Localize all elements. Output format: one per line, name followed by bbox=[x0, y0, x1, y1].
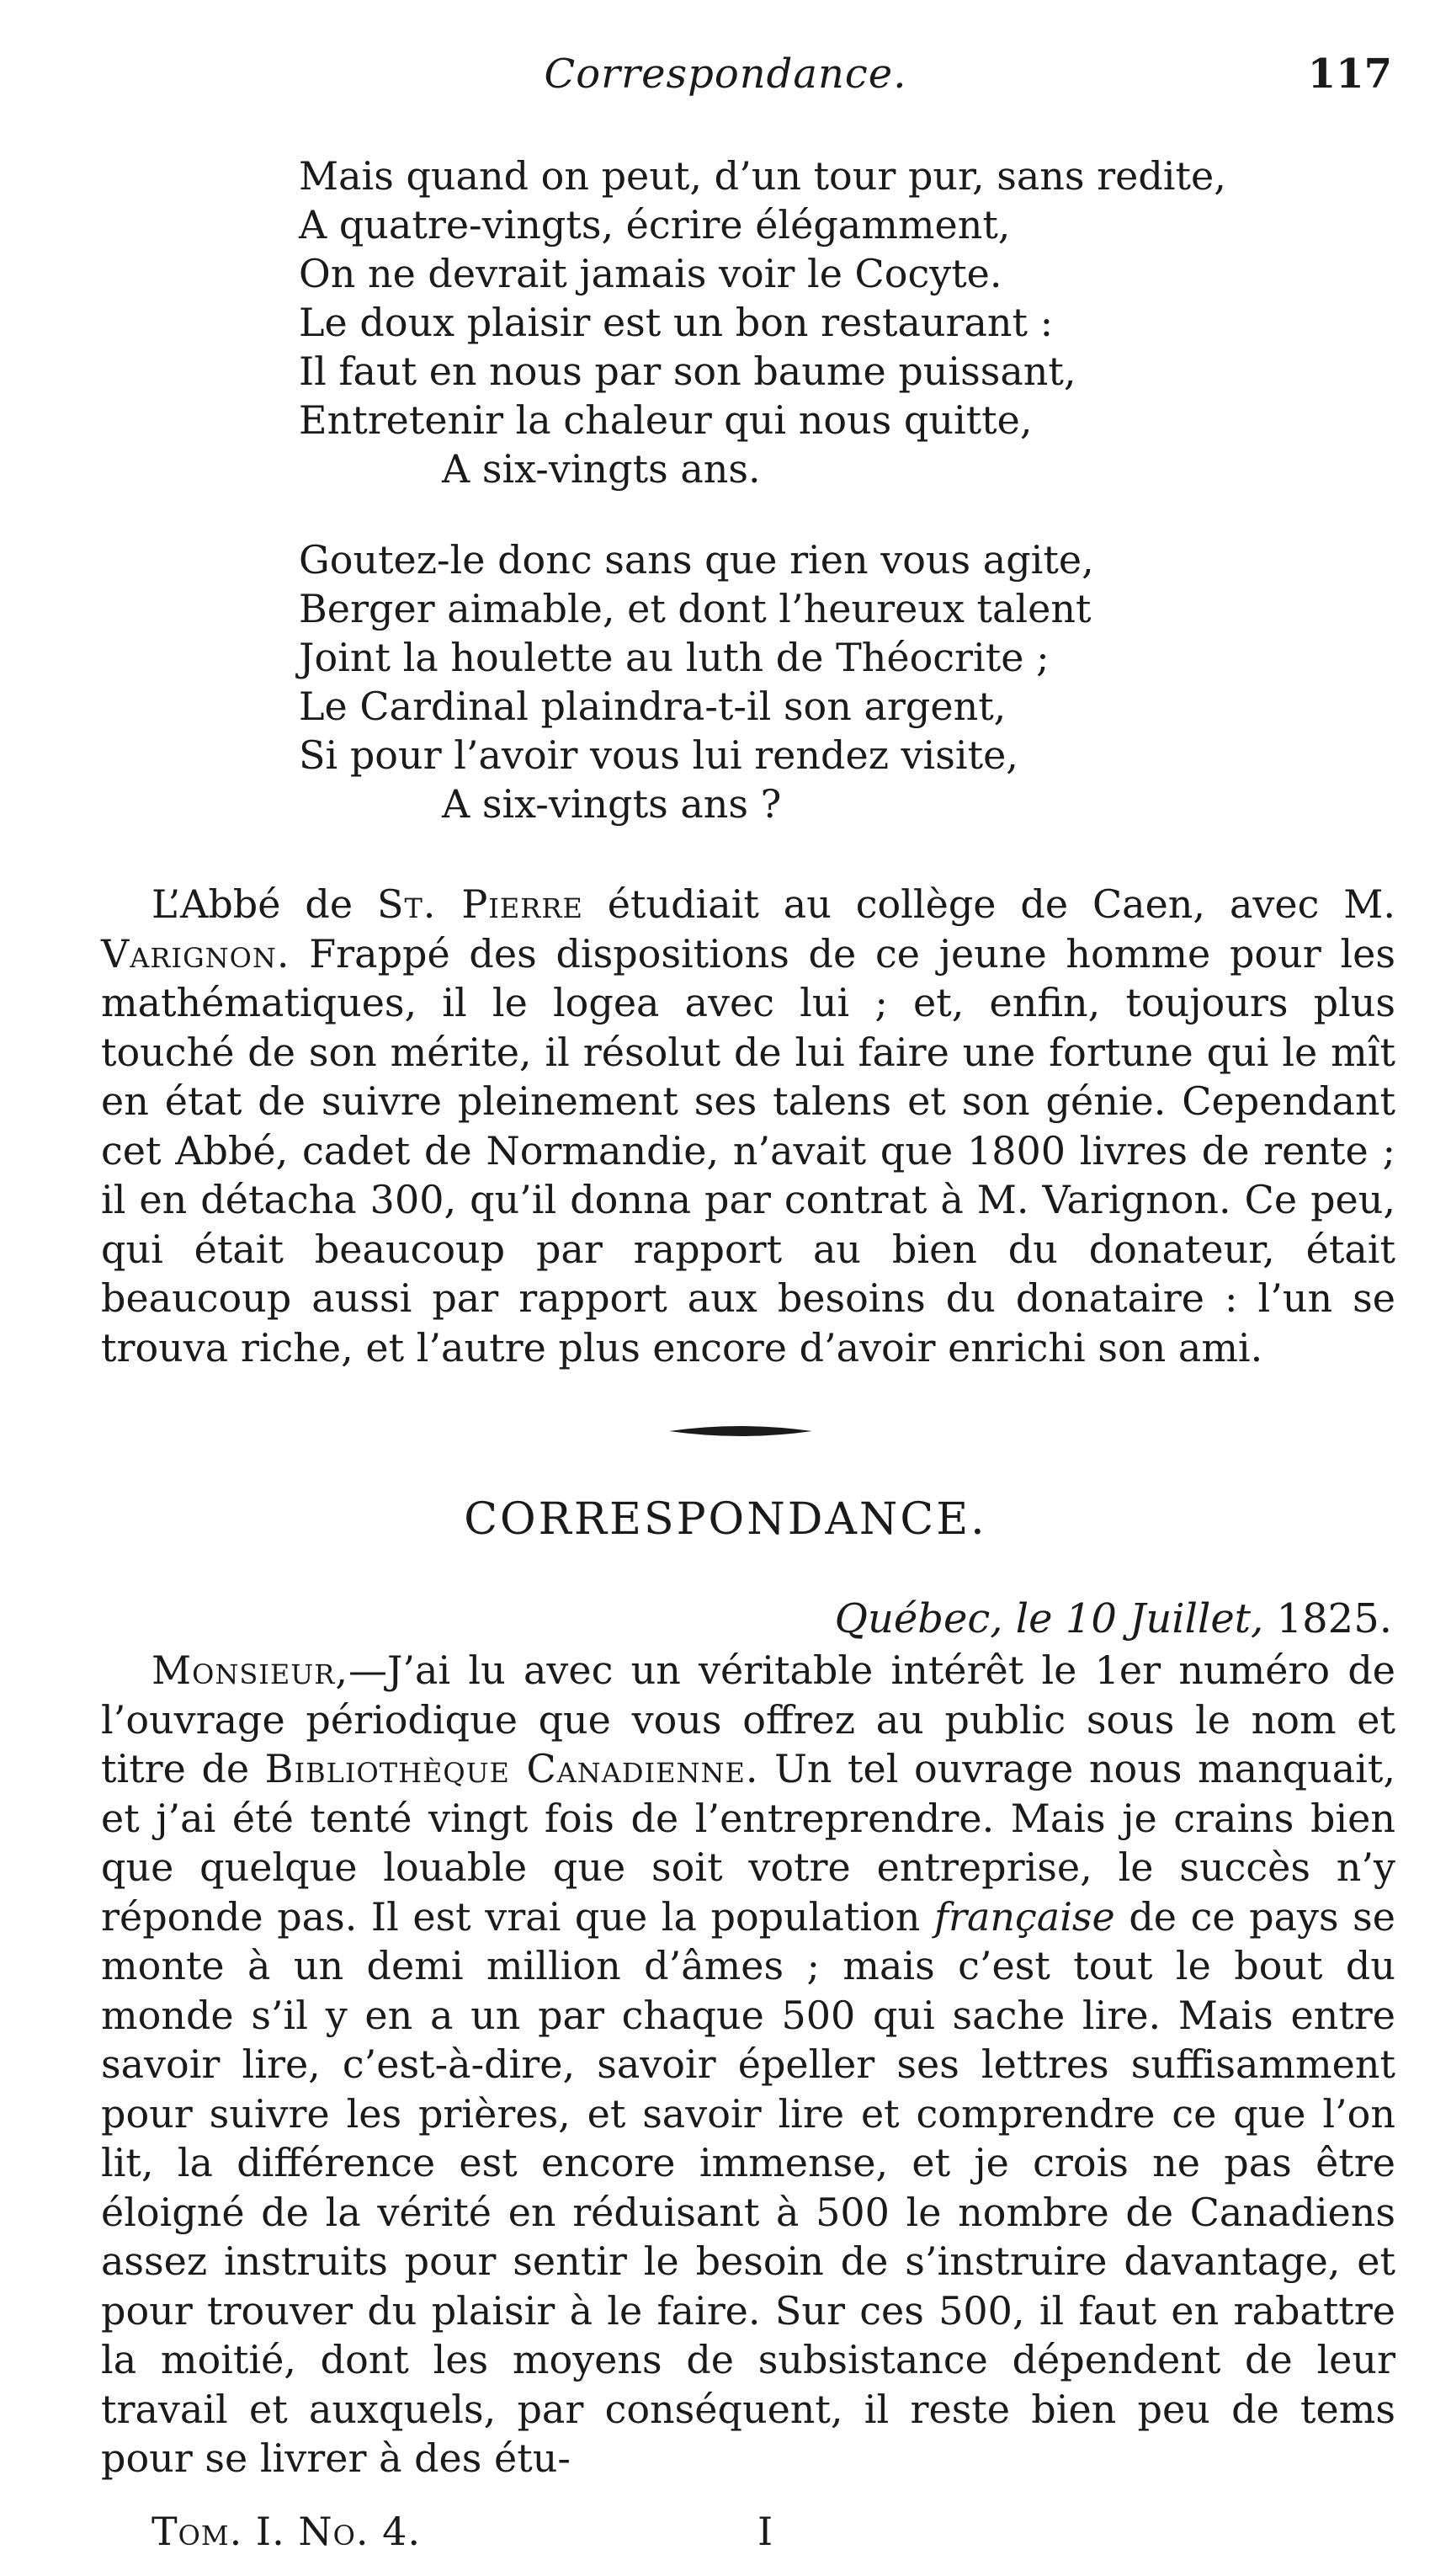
letter-dateline bbox=[835, 1595, 1392, 1642]
page-number: 117 bbox=[1307, 51, 1392, 98]
running-title: Correspondance. bbox=[544, 51, 907, 98]
letter-salutation: Monsieur, bbox=[151, 1647, 348, 1693]
poem-stanza-1 bbox=[299, 152, 1393, 493]
letter-text: de ce pays se monte à un demi million d’âmes ; mais c’est tout le bout du monde s’il y en a un par chaque 500 qui sache lire. Mais entre savoir lire, c’est-à-dire, savoir épeller ses lettres suffisamment pour suivre les prières, et savoir lire et comprendre ce que l’on lit, la différence est encore immense, et je crois ne pas être éloigné de la vérité en réduisant à 500 le nombre de Canadiens assez instruits pour sentir le besoin de s’instruire davantage, et pour trouver du plaisir à le faire. Sur ces 500, il faut en rabattre la moitié, dont les moyens de subsistance dépendent de leur travail et auxquels, par conséquent, il reste bien peu de tems pour se livrer à des étu- bbox=[101, 1893, 1395, 2481]
poem-line: Le doux plaisir est un bon restaurant : bbox=[299, 300, 1054, 345]
publication-title: Bibliothèque Canadienne. bbox=[264, 1746, 759, 1791]
page-footer bbox=[0, 2509, 1451, 2576]
poem-line: Entretenir la chaleur qui nous quitte, bbox=[299, 397, 1033, 443]
volume-info: Tom. I. No. 4. bbox=[151, 2509, 421, 2554]
poem-line: Il faut en nous par son baume puissant, bbox=[299, 349, 1076, 394]
poem-line: Goutez-le donc sans que rien vous agite, bbox=[299, 537, 1094, 583]
person-name: St. Pierre bbox=[376, 881, 583, 927]
page-header bbox=[0, 51, 1451, 126]
poem-refrain: A six-vingts ans ? bbox=[442, 781, 782, 827]
person-name: Varignon. bbox=[101, 930, 290, 977]
date-place: Québec, le 10 Juillet, bbox=[834, 1595, 1264, 1642]
signature-mark: I bbox=[757, 2509, 773, 2554]
date-year: 1825. bbox=[1276, 1595, 1392, 1642]
letter-text: —J’ai lu avec un véritable intérêt le 1er numéro de l’ouvrage périodique que vous offrez au public sous le nom et titre de bbox=[101, 1647, 1395, 1791]
section-heading: CORRESPONDANCE. bbox=[464, 1494, 987, 1545]
poem-line: Si pour l’avoir vous lui rendez visite, bbox=[299, 732, 1018, 778]
letter-text: Un tel ouvrage nous manquait, et j’ai été tenté vingt fois de l’entreprendre. Mais je crains bien que quelque louable que soit votre entreprise, le succès n’y réponde pas. Il est vrai que la population bbox=[101, 1746, 1395, 1940]
ornament-rule-icon bbox=[665, 1414, 816, 1448]
anecdote-lead: L’Abbé de bbox=[151, 881, 353, 927]
letter-paragraph bbox=[101, 1646, 1395, 2483]
anecdote-text: Frappé des dispositions de ce jeune homme pour les mathématiques, il le logea avec lui ; et, enfin, toujours plus touché de son mérite, il résolut de lui faire une fortune qui le mît en état de suivre pleinement ses talens et son génie. Cependant cet Abbé, cadet de Normandie, n’avait que 1800 livres de rente ; il en détacha 300, qu’il donna par contrat à M. Varignon. Ce peu, qui était beaucoup par rapport au bien du donateur, était beaucoup aussi par rapport aux besoins du donataire : l’un se trouva riche, et l’autre plus encore d’avoir enrichi son ami. bbox=[101, 930, 1395, 1370]
poem-line: Joint la houlette au luth de Théocrite ; bbox=[299, 635, 1050, 680]
emphasis-word: française bbox=[933, 1893, 1115, 1940]
poem-stanza-2 bbox=[299, 535, 1393, 828]
poem-line: A quatre-vingts, écrire élégamment, bbox=[299, 202, 1011, 247]
anecdote-text: étudiait au collège de Caen, avec M. bbox=[607, 881, 1395, 927]
poem-line: On ne devrait jamais voir le Cocyte. bbox=[299, 251, 1002, 296]
poem-line: Berger aimable, et dont l’heureux talent bbox=[299, 586, 1092, 631]
anecdote-paragraph bbox=[101, 880, 1395, 1372]
poem-refrain: A six-vingts ans. bbox=[442, 446, 761, 492]
poem-line: Mais quand on peut, d’un tour pur, sans redite, bbox=[299, 153, 1226, 199]
poem-line: Le Cardinal plaindra-t-il son argent, bbox=[299, 684, 1007, 729]
